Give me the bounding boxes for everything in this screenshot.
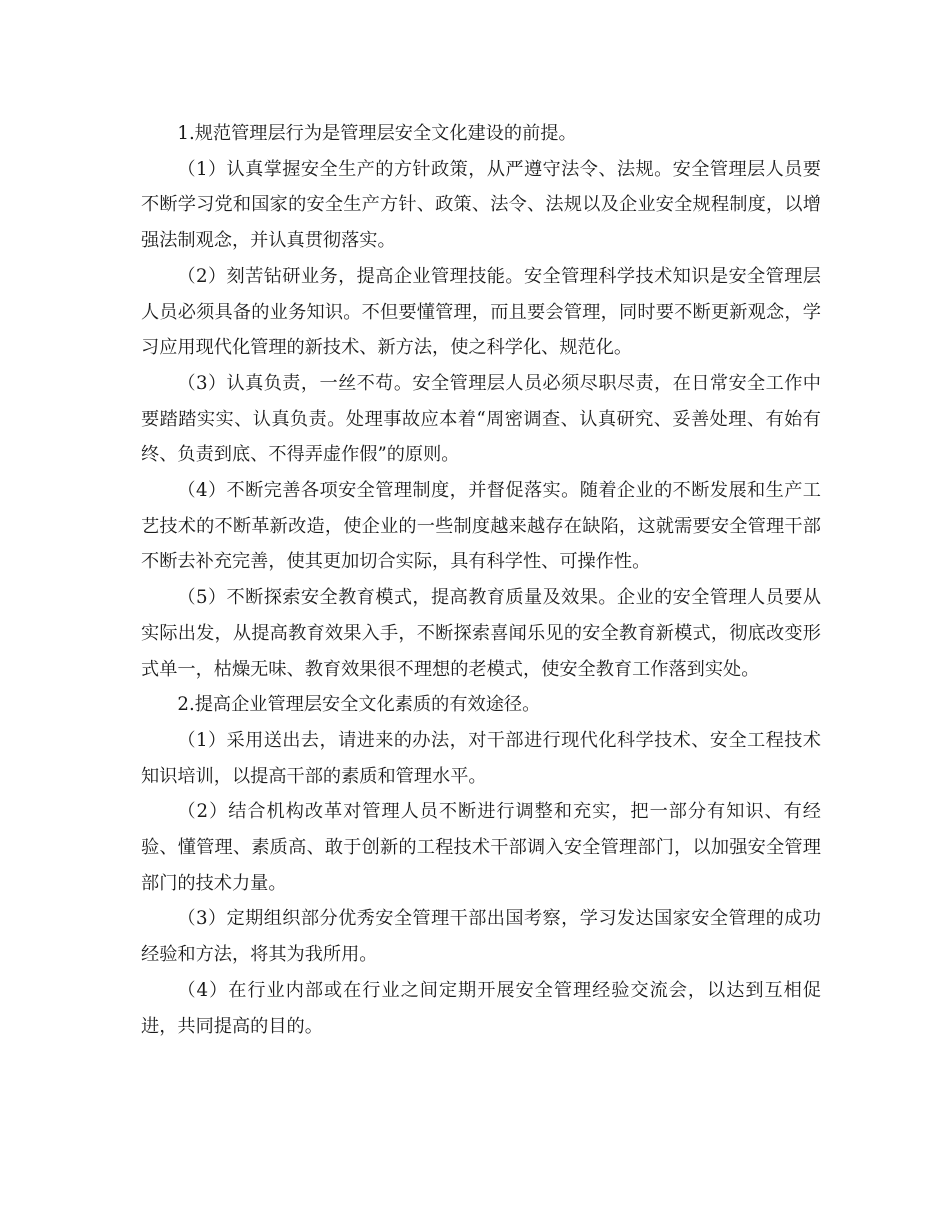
heading-2-paragraph: 2.提高企业管理层安全文化素质的有效途径。 xyxy=(177,694,541,716)
paragraph-2-2: （2）结合机构改革对管理人员不断进行调整和充实，把一部分有知识、有经验、懂管理、素质高、敢于创新的工程技术干部调入安全管理部门，以加强安全管理部门的技术力量。 xyxy=(141,801,821,894)
paragraph-2-3: （3）定期组织部分优秀安全管理干部出国考察，学习发达国家安全管理的成功经验和方法，将其为我所用。 xyxy=(141,908,821,966)
document-body xyxy=(141,116,821,1044)
paragraph-1-2: （2）刻苦钻研业务，提高企业管理技能。安全管理科学技术知识是安全管理层人员必须具备的业务知识。不但要懂管理，而且要会管理，同时要不断更新观念，学习应用现代化管理的新技术、新方法，使之科学化、规范化。 xyxy=(141,265,821,359)
paragraph-1-4: （4）不断完善各项安全管理制度，并督促落实。随着企业的不断发展和生产工艺技术的不断革新改造，使企业的一些制度越来越存在缺陷，这就需要安全管理干部不断去补充完善，使其更加切合实际，具有科学性、可操作性。 xyxy=(141,480,821,573)
paragraph-2-4: （4）在行业内部或在行业之间定期开展安全管理经验交流会，以达到互相促进，共同提高的目的。 xyxy=(141,979,821,1037)
paragraph-2-1: （1）采用送出去，请进来的办法，对干部进行现代化科学技术、安全工程技术知识培训，以提高干部的素质和管理水平。 xyxy=(141,729,821,787)
paragraph-1-5: （5）不断探索安全教育模式，提高教育质量及效果。企业的安全管理人员要从实际出发，从提高教育效果入手，不断探索喜闻乐见的安全教育新模式，彻底改变形式单一，枯燥无味、教育效果很不理想的老模式，使安全教育工作落到实处。 xyxy=(141,587,821,680)
heading-1-paragraph: 1.规范管理层行为是管理层安全文化建设的前提。 xyxy=(177,123,577,144)
paragraph-1-1: （1）认真掌握安全生产的方针政策，从严遵守法令、法规。安全管理层人员要不断学习党和国家的安全生产方针、政策、法令、法规以及企业安全规程制度，以增强法制观念，并认真贯彻落实。 xyxy=(141,158,821,252)
paragraph-1-3: （3）认真负责，一丝不苟。安全管理层人员必须尽职尽责，在日常安全工作中要踏踏实实、认真负责。处理事故应本着“周密调查、认真研究、妥善处理、有始有终、负责到底、不得弄虚作假”的原则。 xyxy=(141,372,821,466)
